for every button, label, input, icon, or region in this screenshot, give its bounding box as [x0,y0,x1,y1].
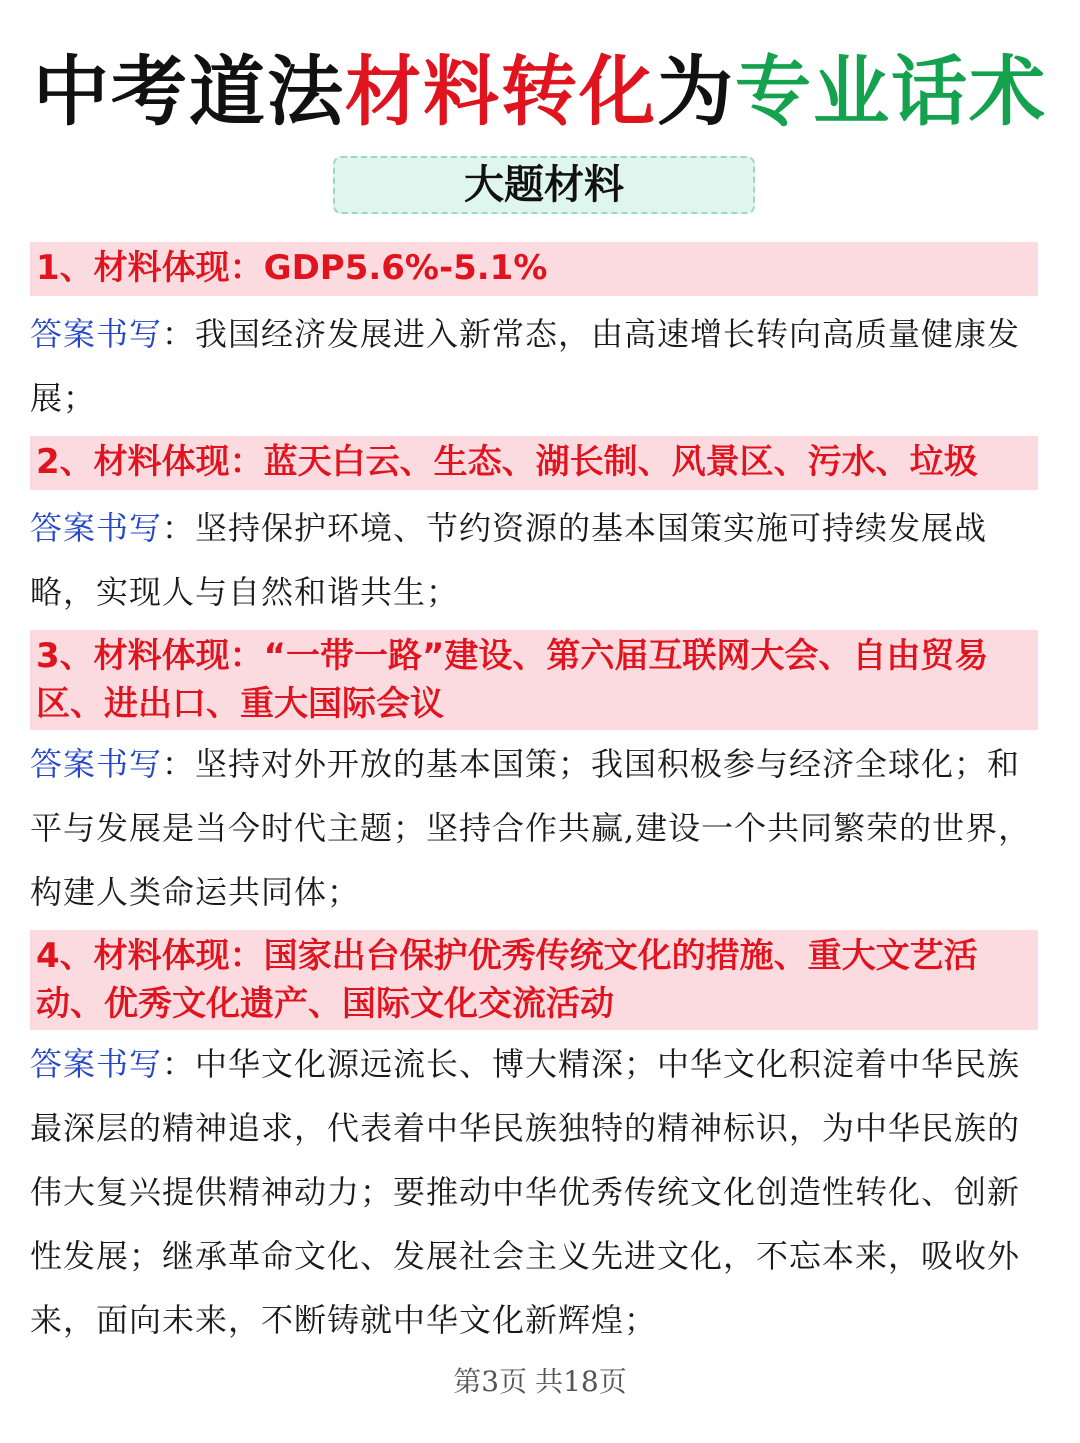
material-heading-2: 2、材料体现：蓝天白云、生态、湖长制、风景区、污水、垃圾 [30,436,1038,490]
title-part-green: 专业话术 [735,47,1047,136]
answer-label-4: 答案书写 [30,1045,163,1083]
answer-text-1: ：我国经济发展进入新常态，由高速增长转向高质量健康发展； [30,315,1021,417]
page-number: 第3页 [453,1365,528,1398]
material-heading-4: 4、材料体现：国家出台保护优秀传统文化的措施、重大文艺活动、优秀文化遗产、国际文化交流活动 [30,930,1038,1030]
title-part-red: 材料转化 [345,47,657,136]
page-title [0,42,1080,142]
answer-block-3 [30,732,1048,924]
answer-text-4: ：中华文化源远流长、博大精深；中华文化积淀着中华民族最深层的精神追求，代表着中华民族独特的精神标识，为中华民族的伟大复兴提供精神动力；要推动中华优秀传统文化创造性转化、创新性发展；继承革命文化、发展社会主义先进文化，不忘本来，吸收外来，面向未来，不断铸就中华文化新辉煌； [30,1045,1021,1339]
material-heading-3: 3、材料体现：“一带一路”建设、第六届互联网大会、自由贸易区、进出口、重大国际会议 [30,630,1038,730]
subtitle-badge: 大题材料 [333,156,755,214]
page-total: 共18页 [535,1365,627,1398]
answer-text-3: ：坚持对外开放的基本国策；我国积极参与经济全球化；和平与发展是当今时代主题；坚持合作共赢,建设一个共同繁荣的世界，构建人类命运共同体； [30,745,1032,911]
material-heading-1: 1、材料体现：GDP5.6%-5.1% [30,242,1038,296]
title-part-black: 中考道法 [33,47,345,136]
title-part-black-2: 为 [657,47,735,136]
answer-block-1 [30,302,1048,430]
answer-label-2: 答案书写 [30,509,163,547]
answer-label-3: 答案书写 [30,745,163,783]
answer-block-2 [30,496,1048,624]
answer-label-1: 答案书写 [30,315,163,353]
page-footer [0,1364,1080,1400]
answer-text-2: ：坚持保护环境、节约资源的基本国策实施可持续发展战略，实现人与自然和谐共生； [30,509,988,611]
answer-block-4 [30,1032,1048,1352]
